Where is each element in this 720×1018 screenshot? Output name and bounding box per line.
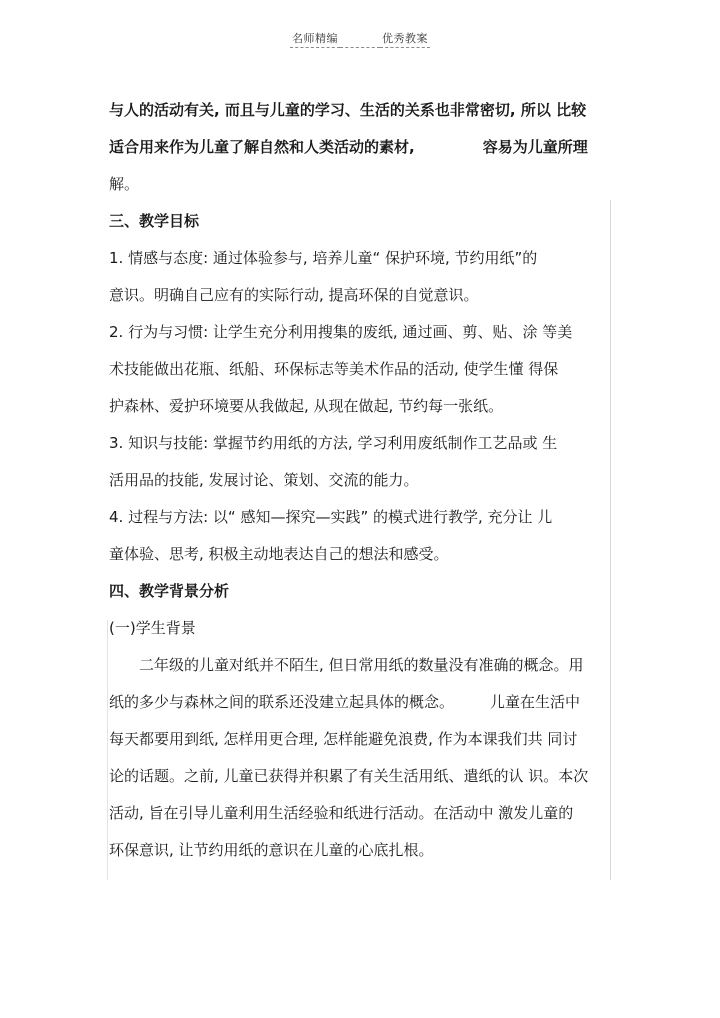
text-line: 活用品的技能, 发展讨论、策划、交流的能力。	[109, 471, 419, 489]
text-line: 二年级的儿童对纸并不陌生, 但日常用纸的数量没有准确的概念。用	[139, 656, 584, 674]
text-line: 意识。明确自己应有的实际行动, 提高环保的自觉意识。	[109, 286, 479, 304]
text-line: 环保意识, 让节约用纸的意识在儿童的心底扎根。	[109, 841, 434, 859]
text-line: 每天都要用到纸, 怎样用更合理, 怎样能避免浪费, 作为本课我们共 同讨	[109, 730, 578, 748]
text-line: 护森林、爱护环境要从我做起, 从现在做起, 节约每一张纸。	[109, 397, 504, 415]
text-line: 解。	[109, 175, 140, 193]
text-line: 1. 情感与态度: 通过体验参与, 培养儿童“ 保护环境, 节约用纸”的	[109, 249, 538, 267]
page-header	[0, 30, 720, 48]
header-divider	[340, 47, 380, 48]
text-line	[109, 684, 614, 721]
text-line: 活动, 旨在引导儿童利用生活经验和纸进行活动。在活动中 激发儿童的	[109, 804, 574, 822]
text-line: 与人的活动有关, 而且与儿童的学习、生活的关系也非常密切, 所以 比较	[109, 101, 587, 119]
header-left-text: 名师精编	[290, 30, 340, 48]
section-heading: 四、教学背景分析	[109, 582, 230, 600]
text-segment: 纸的多少与森林之间的联系还没建立起具体的概念。	[109, 693, 455, 711]
text-line: 童体验、思考, 积极主动地表达自己的想法和感受。	[109, 545, 449, 563]
text-line: 2. 行为与习惯: 让学生充分利用搜集的废纸, 通过画、剪、贴、涂 等美	[109, 323, 573, 341]
page-border-left	[107, 620, 108, 880]
document-body	[109, 92, 614, 869]
text-line: 4. 过程与方法: 以“ 感知—探究—实践” 的模式进行教学, 充分让 儿	[109, 508, 553, 526]
text-segment: 容易为儿童所理	[482, 138, 588, 156]
section-heading: 三、教学目标	[109, 212, 200, 230]
text-line: 术技能做出花瓶、纸船、环保标志等美术作品的活动, 使学生懂 得保	[109, 360, 559, 378]
header-right-text: 优秀教案	[380, 30, 430, 48]
text-line: 3. 知识与技能: 掌握节约用纸的方法, 学习利用废纸制作工艺品或 生	[109, 434, 558, 452]
text-line	[109, 129, 614, 166]
text-segment: 适合用来作为儿童了解自然和人类活动的素材,	[109, 138, 415, 156]
text-line: 论的话题。之前, 儿童已获得并积累了有关生活用纸、遣纸的认 识。本次	[109, 767, 589, 785]
text-segment: 儿童在生活中	[490, 693, 581, 711]
subsection-heading: (一)学生背景	[109, 619, 196, 637]
